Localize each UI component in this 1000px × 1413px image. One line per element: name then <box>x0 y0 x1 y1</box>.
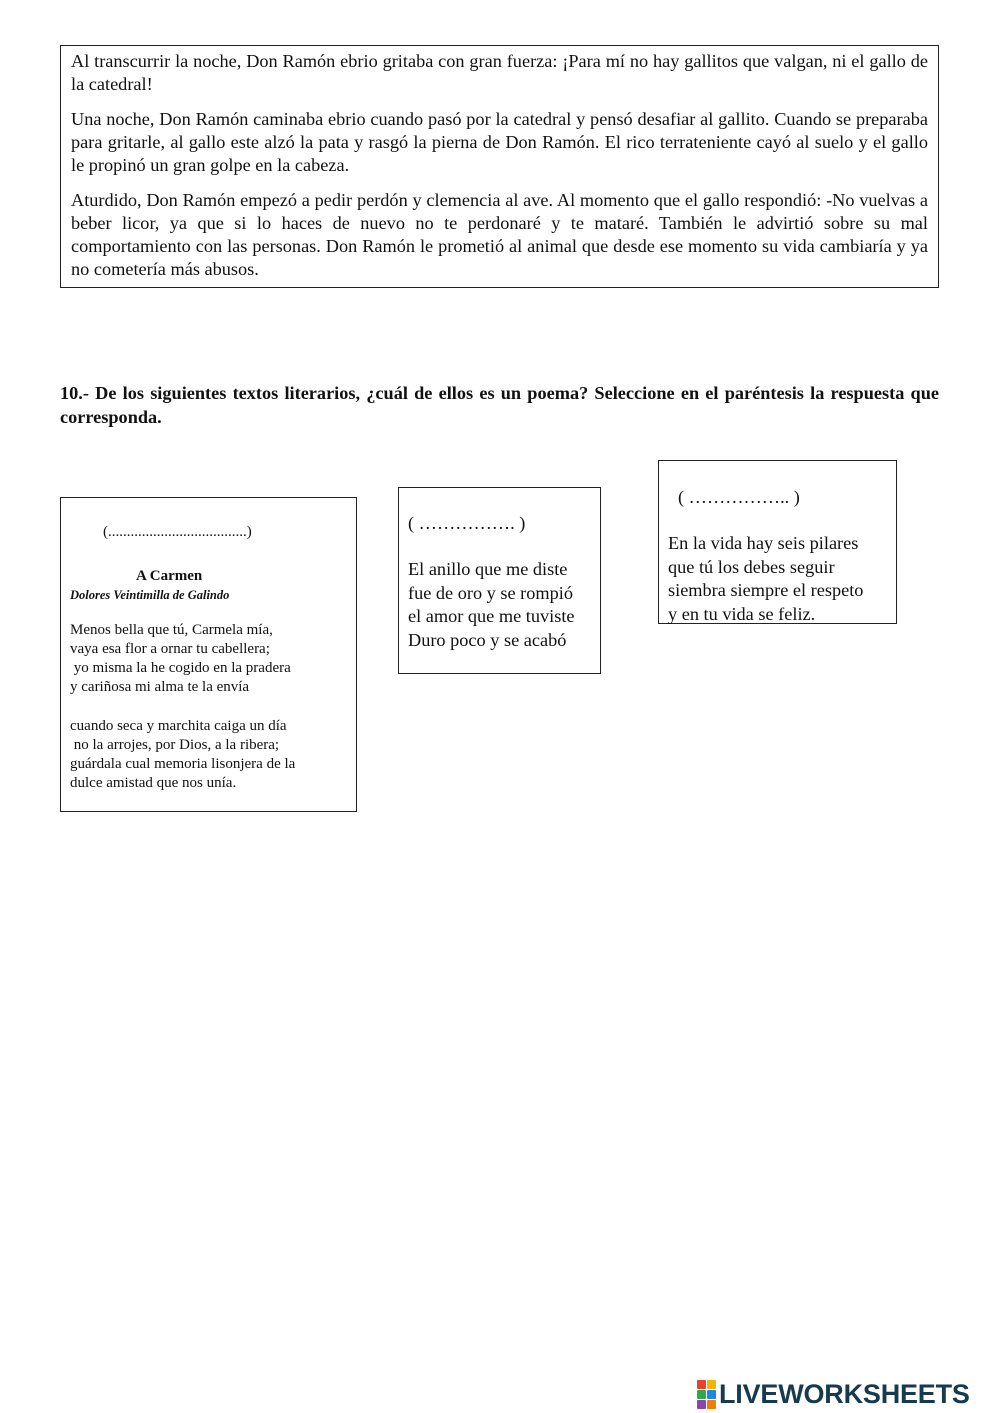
story-text-box <box>60 45 939 288</box>
story-paragraph: Al transcurrir la noche, Don Ramón ebrio gritaba con gran fuerza: ¡Para mí no hay gallitos que valgan, ni el gallo de la catedral! <box>71 51 928 94</box>
story-paragraph: Aturdido, Don Ramón empezó a pedir perdón y clemencia al ave. Al momento que el gallo respondió: -No vuelvas a beber licor, ya que si lo haces de nuevo no te perdonaré y te mataré. También le advirtió sobre su mal comportamiento con las personas. Don Ramón le prometió al animal que desde ese momento su vida cambiaría y ya no cometería más abusos. <box>71 190 928 279</box>
logo-text: LIVEWORKSHEETS <box>719 1378 970 1409</box>
logo-square <box>697 1400 706 1409</box>
option-a-box <box>60 497 357 812</box>
option-a-answer-blank[interactable]: (.....................................) <box>103 524 252 540</box>
logo-square <box>707 1390 716 1399</box>
option-c-box <box>658 460 897 624</box>
option-b-box <box>398 487 601 674</box>
logo-square <box>707 1400 716 1409</box>
story-paragraph: Una noche, Don Ramón caminaba ebrio cuando pasó por la catedral y pensó desafiar al gallito. Cuando se preparaba para gritarle, al gallo este alzó la pata y rasgó la pierna de Don Ramón. El rico terrateniente cayó al suelo y el gallo le propinó un gran golpe en la cabeza. <box>71 109 928 175</box>
option-c-text: En la vida hay seis pilares que tú los debes seguir siembra siempre el respeto y en tu vida se feliz. <box>668 533 864 624</box>
option-b-text: El anillo que me diste fue de oro y se rompió el amor que me tuviste Duro poco y se acabó <box>408 559 575 650</box>
logo-square <box>697 1390 706 1399</box>
poem-stanza: Menos bella que tú, Carmela mía, vaya esa flor a ornar tu cabellera; yo misma la he cogido en la pradera y cariñosa mi alma te la envía <box>70 622 291 695</box>
poem-stanza: cuando seca y marchita caiga un día no la arrojes, por Dios, a la ribera; guárdala cual memoria lisonjera de la dulce amistad que nos unía. <box>70 718 296 791</box>
liveworksheets-logo <box>697 1379 970 1409</box>
poem-title: A Carmen <box>136 568 203 584</box>
question-10: 10.- De los siguientes textos literarios, ¿cuál de ellos es un poema? Seleccione en el paréntesis la respuesta que corresponda. <box>60 383 939 427</box>
option-c-answer-blank[interactable]: ( …………….. ) <box>678 487 800 507</box>
poem-author: Dolores Veintimilla de Galindo <box>70 588 230 602</box>
logo-square <box>697 1380 706 1389</box>
logo-mark-icon <box>697 1380 716 1409</box>
logo-square <box>707 1380 716 1389</box>
option-b-answer-blank[interactable]: ( ……………. ) <box>408 513 526 533</box>
